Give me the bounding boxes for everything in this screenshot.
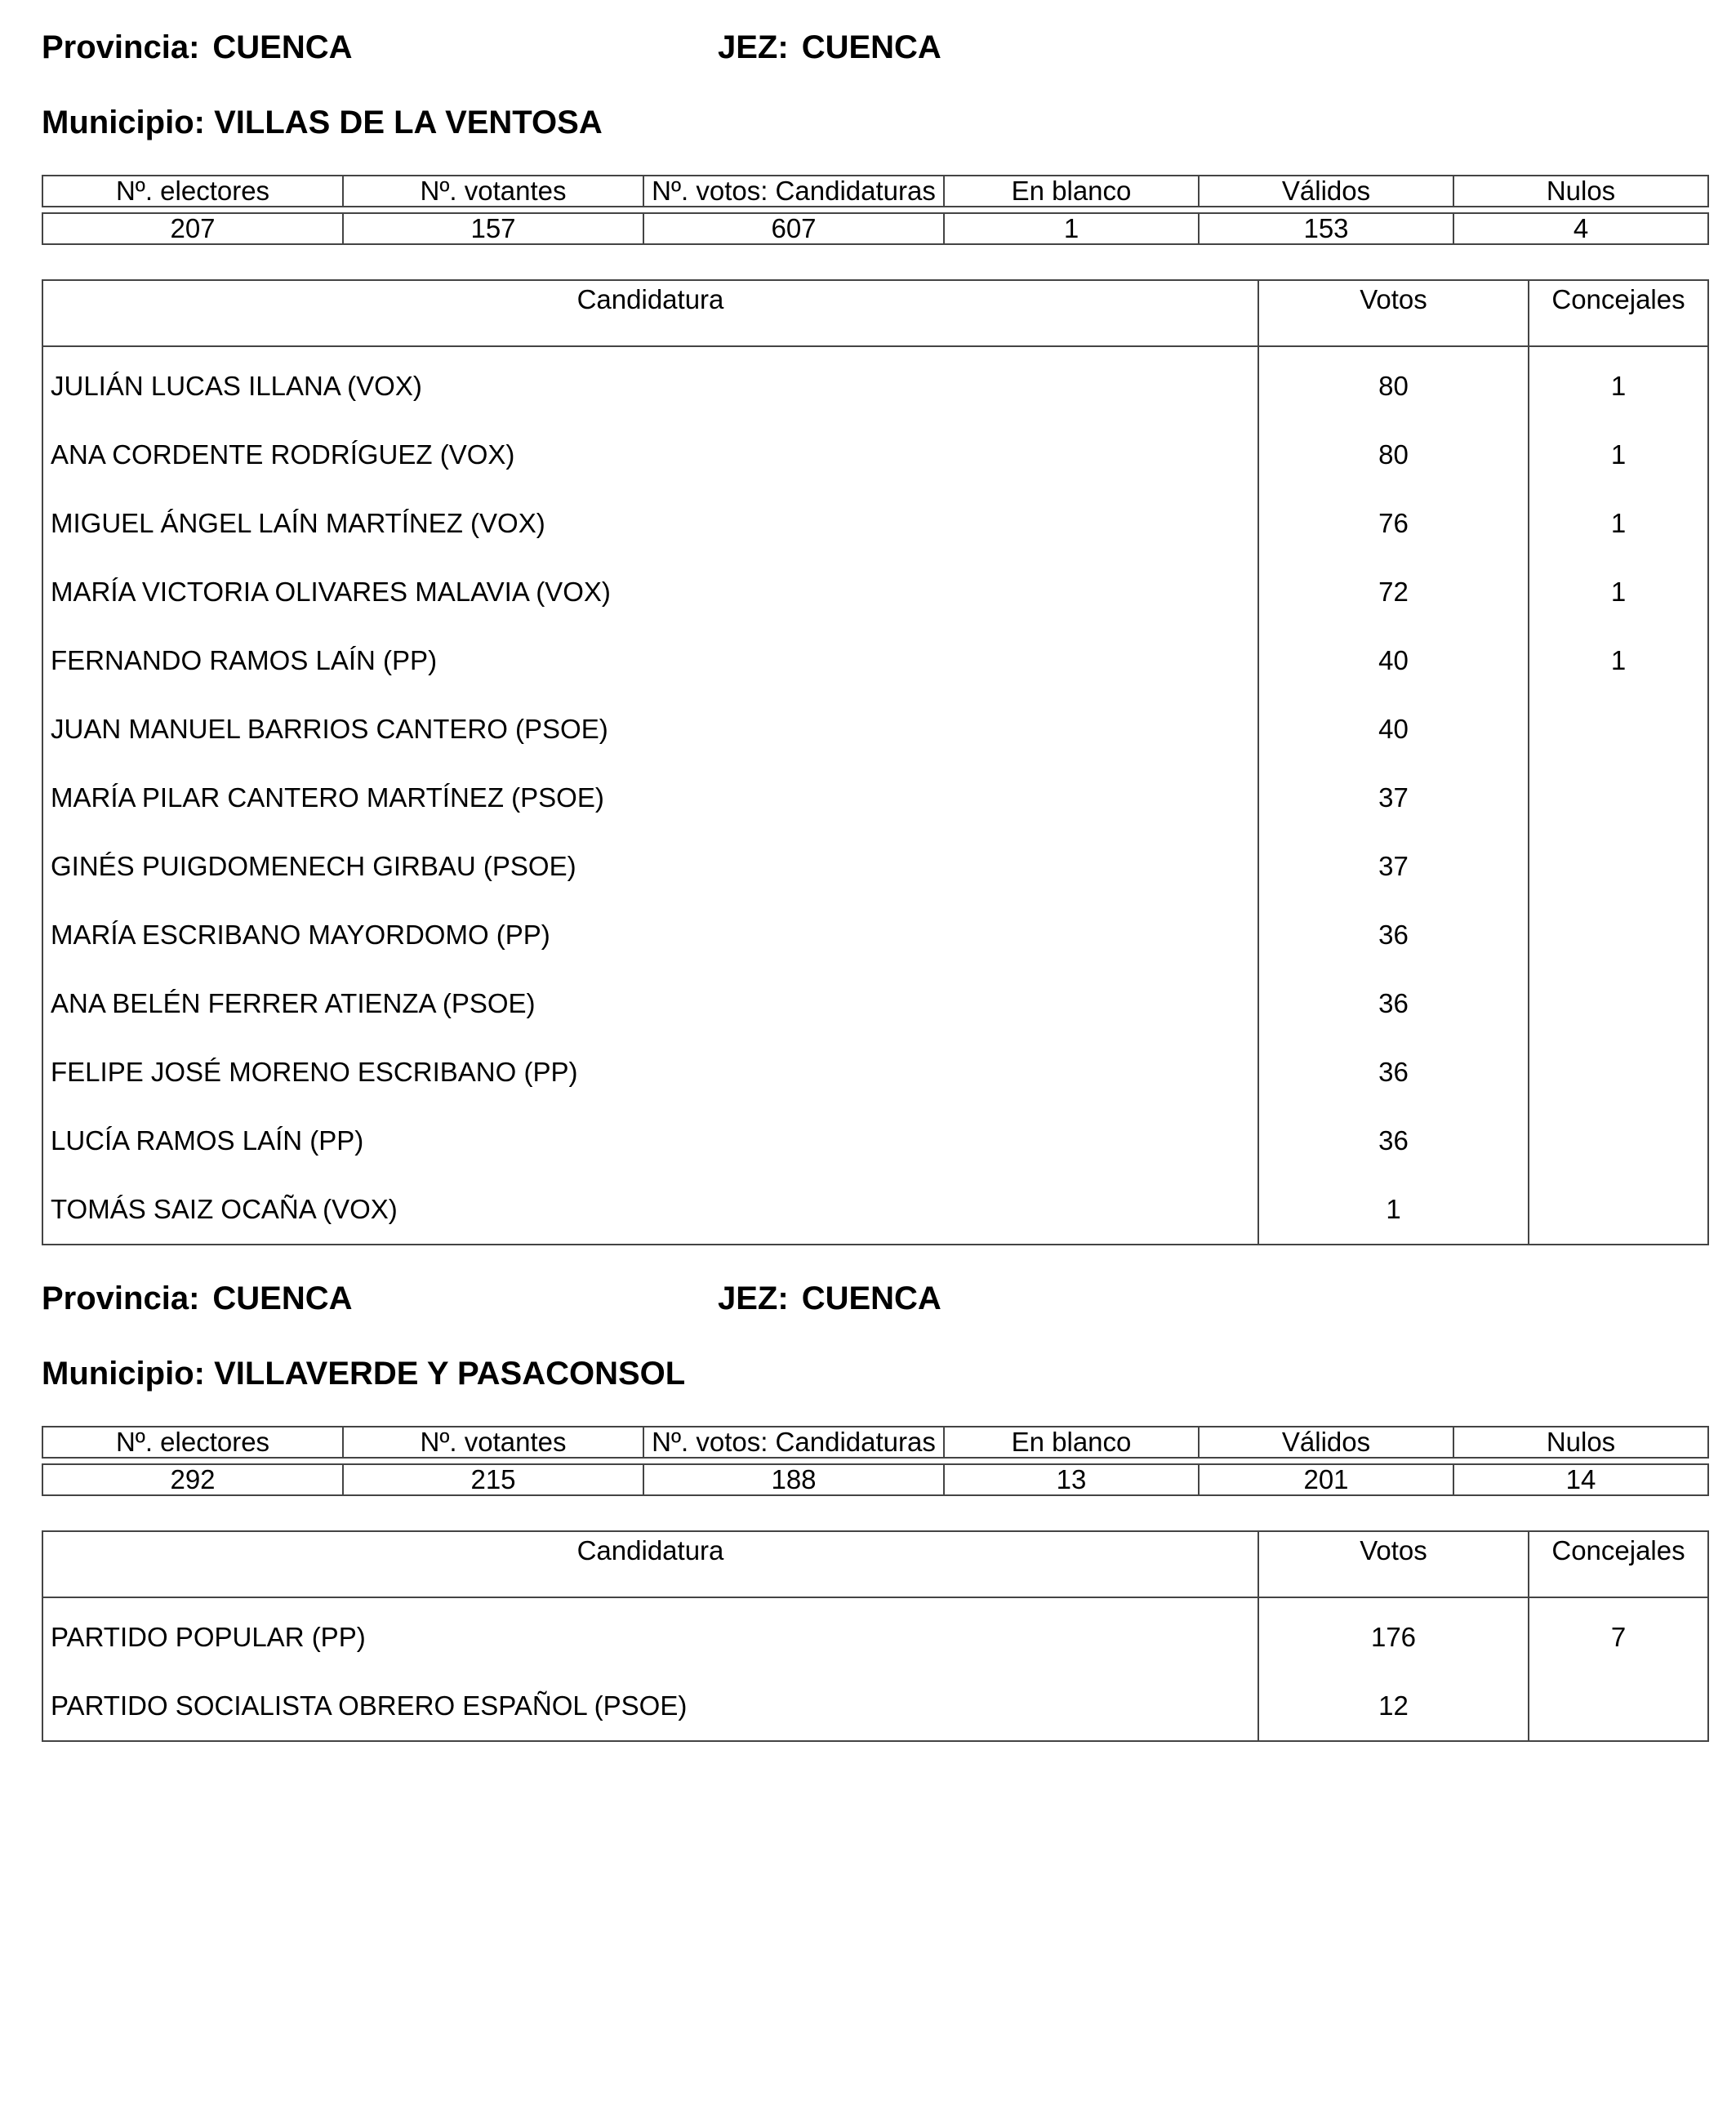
candidate-name: PARTIDO POPULAR (PP) (42, 1597, 1258, 1672)
jez-value: CUENCA (801, 29, 941, 65)
table-row (42, 969, 1708, 1038)
candidate-seats: 7 (1529, 1597, 1708, 1672)
summary-electores: 207 (42, 213, 343, 244)
table-row (42, 1038, 1708, 1107)
summary-header-votantes: Nº. votantes (343, 176, 643, 207)
table-row (42, 558, 1708, 626)
candidate-seats (1529, 832, 1708, 901)
candidate-votes: 37 (1258, 764, 1529, 832)
summary-validos: 201 (1199, 1464, 1453, 1495)
provincia-value: CUENCA (212, 29, 353, 65)
candidate-votes: 40 (1258, 695, 1529, 764)
candidate-votes: 36 (1258, 1107, 1529, 1175)
results-header-concejales: Concejales (1529, 280, 1708, 346)
summary-nulos: 14 (1453, 1464, 1708, 1495)
candidate-seats (1529, 695, 1708, 764)
municipio-value: VILLAS DE LA VENTOSA (214, 105, 603, 140)
summary-table (42, 1426, 1709, 1496)
municipio-label: Municipio: (42, 105, 205, 140)
provincia-label: Provincia: (42, 1280, 200, 1316)
candidate-seats: 1 (1529, 489, 1708, 558)
candidate-votes: 176 (1258, 1597, 1529, 1672)
summary-table (42, 175, 1709, 245)
summary-header-nulos: Nulos (1453, 176, 1708, 207)
provincia-label: Provincia: (42, 29, 200, 65)
table-row (42, 421, 1708, 489)
candidate-name: MARÍA VICTORIA OLIVARES MALAVIA (VOX) (42, 558, 1258, 626)
candidate-name: FERNANDO RAMOS LAÍN (PP) (42, 626, 1258, 695)
candidate-votes: 72 (1258, 558, 1529, 626)
candidate-seats (1529, 1038, 1708, 1107)
candidate-seats (1529, 901, 1708, 969)
candidate-votes: 36 (1258, 1038, 1529, 1107)
candidate-votes: 1 (1258, 1175, 1529, 1245)
candidate-seats (1529, 1107, 1708, 1175)
candidate-votes: 36 (1258, 901, 1529, 969)
municipio-label: Municipio: (42, 1356, 205, 1392)
summary-values-row (42, 1464, 1708, 1495)
summary-votantes: 157 (343, 213, 643, 244)
candidate-seats: 1 (1529, 558, 1708, 626)
candidate-name: ANA BELÉN FERRER ATIENZA (PSOE) (42, 969, 1258, 1038)
candidate-votes: 76 (1258, 489, 1529, 558)
candidate-name: MARÍA ESCRIBANO MAYORDOMO (PP) (42, 901, 1258, 969)
summary-header-votantes: Nº. votantes (343, 1427, 643, 1458)
results-header-concejales: Concejales (1529, 1531, 1708, 1597)
jez-label: JEZ: (718, 1280, 789, 1316)
municipio-heading (42, 103, 603, 142)
table-row (42, 1672, 1708, 1741)
candidate-votes: 80 (1258, 421, 1529, 489)
candidate-votes: 12 (1258, 1672, 1529, 1741)
summary-header-electores: Nº. electores (42, 1427, 343, 1458)
summary-header-nulos: Nulos (1453, 1427, 1708, 1458)
candidate-votes: 36 (1258, 969, 1529, 1038)
summary-votantes: 215 (343, 1464, 643, 1495)
candidate-seats: 1 (1529, 626, 1708, 695)
summary-header-row (42, 1427, 1708, 1458)
results-header-votos: Votos (1258, 280, 1529, 346)
provincia-value: CUENCA (212, 1280, 353, 1316)
provincia-heading (42, 28, 353, 67)
table-row (42, 1175, 1708, 1245)
summary-en-blanco: 13 (944, 1464, 1199, 1495)
table-row (42, 1597, 1708, 1672)
summary-en-blanco: 1 (944, 213, 1199, 244)
candidate-seats (1529, 1175, 1708, 1245)
municipio-heading (42, 1354, 685, 1393)
candidate-seats (1529, 764, 1708, 832)
results-header-row (42, 1531, 1708, 1597)
table-row (42, 1107, 1708, 1175)
candidate-seats: 1 (1529, 346, 1708, 421)
candidate-seats (1529, 1672, 1708, 1741)
summary-electores: 292 (42, 1464, 343, 1495)
jez-label: JEZ: (718, 29, 789, 65)
candidate-name: JULIÁN LUCAS ILLANA (VOX) (42, 346, 1258, 421)
table-row (42, 626, 1708, 695)
table-row (42, 695, 1708, 764)
summary-header-en-blanco: En blanco (944, 176, 1199, 207)
summary-header-row (42, 176, 1708, 207)
candidate-name: MIGUEL ÁNGEL LAÍN MARTÍNEZ (VOX) (42, 489, 1258, 558)
results-table (42, 279, 1709, 1245)
candidate-name: TOMÁS SAIZ OCAÑA (VOX) (42, 1175, 1258, 1245)
results-header-row (42, 280, 1708, 346)
results-header-votos: Votos (1258, 1531, 1529, 1597)
candidate-name: GINÉS PUIGDOMENECH GIRBAU (PSOE) (42, 832, 1258, 901)
summary-nulos: 4 (1453, 213, 1708, 244)
table-row (42, 901, 1708, 969)
candidate-votes: 80 (1258, 346, 1529, 421)
candidate-name: LUCÍA RAMOS LAÍN (PP) (42, 1107, 1258, 1175)
table-row (42, 489, 1708, 558)
jez-value: CUENCA (801, 1280, 941, 1316)
candidate-name: JUAN MANUEL BARRIOS CANTERO (PSOE) (42, 695, 1258, 764)
summary-header-validos: Válidos (1199, 176, 1453, 207)
candidate-name: ANA CORDENTE RODRÍGUEZ (VOX) (42, 421, 1258, 489)
municipio-value: VILLAVERDE Y PASACONSOL (214, 1356, 686, 1392)
candidate-votes: 37 (1258, 832, 1529, 901)
results-header-candidatura: Candidatura (42, 280, 1258, 346)
summary-votos-candidaturas: 607 (643, 213, 944, 244)
table-row (42, 346, 1708, 421)
jez-heading (718, 28, 941, 67)
summary-header-validos: Válidos (1199, 1427, 1453, 1458)
results-header-candidatura: Candidatura (42, 1531, 1258, 1597)
candidate-seats (1529, 969, 1708, 1038)
candidate-name: FELIPE JOSÉ MORENO ESCRIBANO (PP) (42, 1038, 1258, 1107)
summary-header-electores: Nº. electores (42, 176, 343, 207)
table-row (42, 832, 1708, 901)
candidate-name: MARÍA PILAR CANTERO MARTÍNEZ (PSOE) (42, 764, 1258, 832)
jez-heading (718, 1279, 941, 1318)
summary-votos-candidaturas: 188 (643, 1464, 944, 1495)
table-row (42, 764, 1708, 832)
summary-header-votos-candidaturas: Nº. votos: Candidaturas (643, 176, 944, 207)
summary-values-row (42, 213, 1708, 244)
summary-header-votos-candidaturas: Nº. votos: Candidaturas (643, 1427, 944, 1458)
candidate-seats: 1 (1529, 421, 1708, 489)
provincia-heading (42, 1279, 353, 1318)
summary-validos: 153 (1199, 213, 1453, 244)
summary-header-en-blanco: En blanco (944, 1427, 1199, 1458)
results-table (42, 1530, 1709, 1742)
candidate-votes: 40 (1258, 626, 1529, 695)
candidate-name: PARTIDO SOCIALISTA OBRERO ESPAÑOL (PSOE) (42, 1672, 1258, 1741)
